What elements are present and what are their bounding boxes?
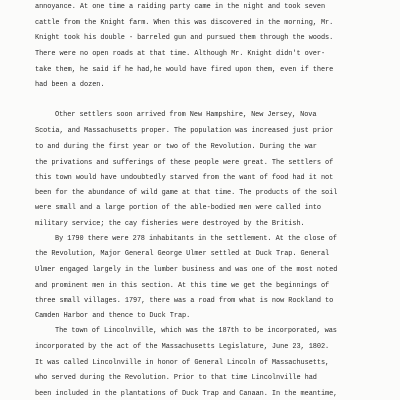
- text-line: three small villages. 1797, there was a road from what is now Rockland to: [35, 297, 334, 306]
- text-line: Knight took his double - barreled gun and pursued them through the woods.: [35, 34, 334, 43]
- text-line: The town of Lincolnville, which was the 187th to be incorporated, was: [55, 327, 337, 336]
- text-line: this town would have undoubtedly starved from the want of food had it not: [35, 174, 334, 183]
- text-line: It was called Lincolnville in honor of General Lincoln of Massachusetts,: [35, 358, 330, 367]
- text-line: been for the abundance of wild game at that time. The products of the soil: [35, 189, 338, 198]
- text-line: the privations and sufferings of these people were great. The settlers of: [35, 158, 334, 167]
- text-line: There were no open roads at that time. Although Mr. Knight didn't over-: [35, 50, 326, 59]
- text-line: Other settlers soon arrived from New Hampshire, New Jersey, Nova: [55, 111, 317, 120]
- text-line: Camden Harbor and thence to Duck Trap.: [35, 312, 191, 321]
- text-line: had been a dozen.: [35, 80, 105, 89]
- text-line: military service; the cay fisheries were destroyed by the British.: [35, 219, 305, 228]
- text-line: cattle from the Knight farm. When this was discovered in the morning, Mr.: [35, 18, 334, 27]
- text-line: and prominent men in this section. At this time we get the beginnings of: [35, 281, 330, 290]
- text-line: incorporated by the act of the Massachusetts Legislature, June 23, 1802.: [35, 342, 330, 351]
- text-line: By 1790 there were 278 inhabitants in the settlement. At the close of: [55, 234, 337, 243]
- text-line: Ulmer engaged largely in the lumber business and was one of the most noted: [35, 266, 338, 274]
- text-line: the Revolution, Major General George Ulmer settled at Duck Trap. General: [35, 250, 330, 259]
- text-line: to and during the first year or two of the Revolution. During the war: [35, 142, 317, 151]
- text-line: annoyance. At one time a raiding party came in the night and took seven: [35, 3, 326, 11]
- text-line: been included in the plantations of Duck Trap and Canaan. In the meantime,: [35, 390, 338, 398]
- text-line: who served during the Revolution. Prior to that time Lincolnville had: [35, 374, 317, 383]
- text-line: were small and a large portion of the able-bodied men were called into: [35, 203, 321, 212]
- text-line: take them, he said if he had,he would have fired upon them, even if there: [35, 65, 334, 74]
- text-line: Scotia, and Massachusetts proper. The population was increased just prior: [35, 127, 334, 135]
